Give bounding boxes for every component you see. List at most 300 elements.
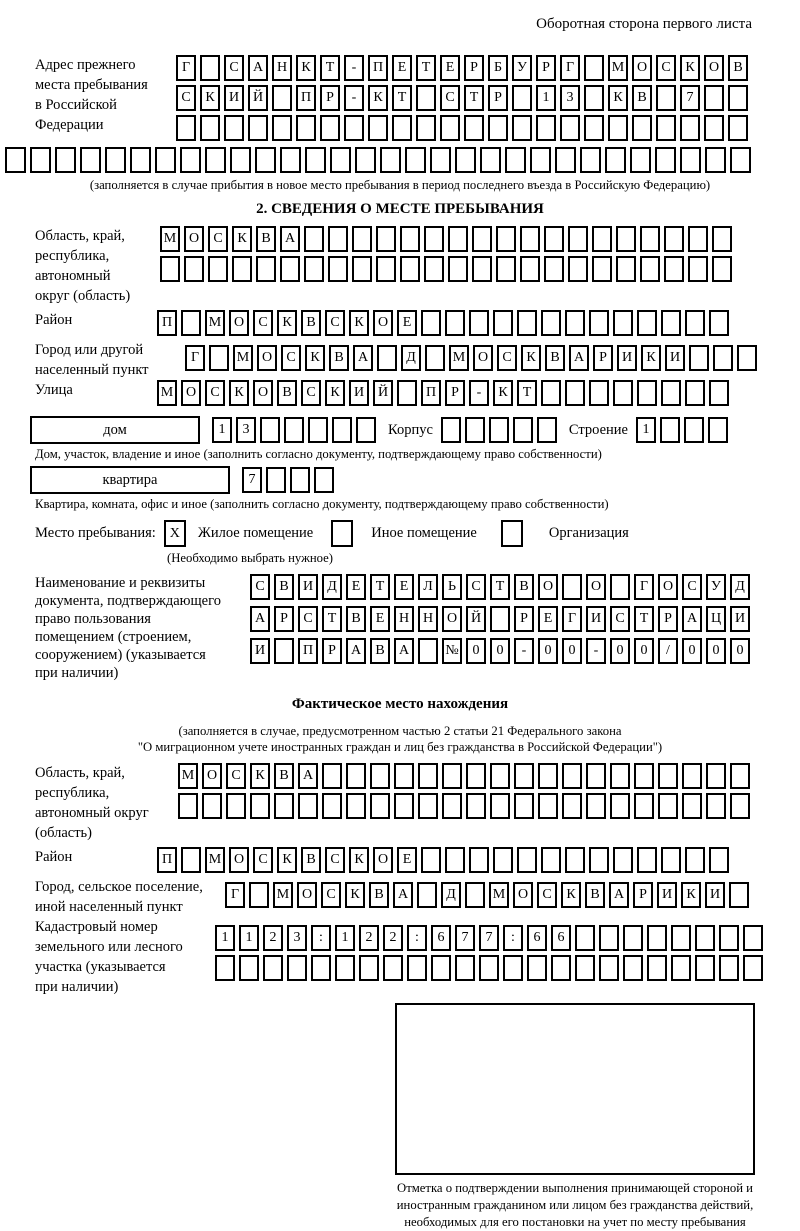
char-box: В [632, 85, 652, 111]
char-box [584, 115, 604, 141]
char-box [490, 793, 510, 819]
char-box [684, 417, 704, 443]
char-box [503, 955, 523, 981]
char-box [743, 925, 763, 951]
char-box [160, 256, 180, 282]
char-box [589, 380, 609, 406]
char-box [416, 115, 436, 141]
char-box: О [184, 226, 204, 252]
stay-type-caption: (Необходимо выбрать нужное) [167, 551, 333, 565]
char-box [695, 925, 715, 951]
char-box: Г [634, 574, 654, 600]
char-box [322, 793, 342, 819]
char-box [489, 417, 509, 443]
residential-checkbox: X [164, 520, 186, 547]
char-box [551, 955, 571, 981]
char-box: 1 [636, 417, 656, 443]
char-box [465, 882, 485, 908]
char-box [637, 847, 657, 873]
char-box: Т [416, 55, 436, 81]
char-box [155, 147, 176, 173]
char-box [431, 955, 451, 981]
char-box [320, 115, 340, 141]
char-box [689, 345, 709, 371]
char-box [359, 955, 379, 981]
char-box: А [569, 345, 589, 371]
char-box [537, 417, 557, 443]
char-box: 3 [236, 417, 256, 443]
char-box [493, 847, 513, 873]
char-box [730, 793, 750, 819]
char-box: Т [392, 85, 412, 111]
char-box [305, 147, 326, 173]
char-box [647, 955, 667, 981]
document-row-3 [250, 638, 754, 664]
char-box [634, 763, 654, 789]
prev-address-label: Адрес прежнего места пребывания в Российской Федерации [35, 57, 148, 133]
cadastre-row-2 [215, 955, 767, 981]
char-box: 7 [455, 925, 475, 951]
char-box [418, 793, 438, 819]
char-box [424, 256, 444, 282]
char-box: Е [397, 310, 417, 336]
char-box: К [681, 882, 701, 908]
char-box: Л [418, 574, 438, 600]
char-box: К [608, 85, 628, 111]
actual-city-block [0, 877, 800, 917]
char-box [685, 310, 705, 336]
char-box [661, 847, 681, 873]
char-box [496, 256, 516, 282]
char-box: С [440, 85, 460, 111]
char-box [610, 793, 630, 819]
char-box [200, 55, 220, 81]
char-box: И [224, 85, 244, 111]
char-box [514, 763, 534, 789]
street-boxes [157, 380, 733, 406]
actual-region-row-1 [178, 763, 754, 789]
document-block [0, 574, 800, 682]
char-box [442, 793, 462, 819]
char-box: У [512, 55, 532, 81]
char-box [455, 147, 476, 173]
char-box: О [373, 310, 393, 336]
char-box: О [257, 345, 277, 371]
char-box: 1 [212, 417, 232, 443]
char-box [640, 256, 660, 282]
char-box [469, 310, 489, 336]
char-box: К [200, 85, 220, 111]
char-box [580, 147, 601, 173]
char-box [610, 574, 630, 600]
char-box [565, 310, 585, 336]
char-box: М [205, 847, 225, 873]
char-box [575, 955, 595, 981]
actual-location-title: Фактическое место нахождения [291, 696, 509, 712]
char-box: 3 [287, 925, 307, 951]
char-box: В [256, 226, 276, 252]
char-box: О [373, 847, 393, 873]
char-box [290, 467, 310, 493]
char-box: М [157, 380, 177, 406]
char-box: О [181, 380, 201, 406]
char-box: 7 [242, 467, 262, 493]
char-box: 6 [431, 925, 451, 951]
char-box [664, 256, 684, 282]
char-box [658, 793, 678, 819]
char-box [239, 955, 259, 981]
char-box: Г [562, 606, 582, 632]
stroenie-label: Строение [568, 421, 628, 438]
char-box: О [229, 310, 249, 336]
char-box: Й [373, 380, 393, 406]
street-label: Улица [35, 382, 73, 398]
char-box [655, 147, 676, 173]
char-box: 0 [610, 638, 630, 664]
char-box: 3 [560, 85, 580, 111]
char-box: А [346, 638, 366, 664]
char-box [671, 925, 691, 951]
char-box: 0 [706, 638, 726, 664]
char-box [517, 847, 537, 873]
char-box: М [178, 763, 198, 789]
char-box: С [205, 380, 225, 406]
char-box: В [585, 882, 605, 908]
char-box [328, 256, 348, 282]
char-box: Г [176, 55, 196, 81]
char-box: К [641, 345, 661, 371]
apartment-caption: Квартира, комната, офис и иное (заполнить согласно документу, подтверждающему право собственности) [35, 497, 609, 511]
char-box: 7 [479, 925, 499, 951]
char-box [355, 147, 376, 173]
char-box [704, 85, 724, 111]
char-box [394, 763, 414, 789]
char-box [209, 345, 229, 371]
apartment-row [0, 466, 800, 494]
char-box: Е [346, 574, 366, 600]
actual-district-boxes [157, 847, 733, 873]
char-box: Ц [706, 606, 726, 632]
document-row-1 [250, 574, 754, 600]
char-box [311, 955, 331, 981]
char-box: К [349, 847, 369, 873]
char-box [493, 310, 513, 336]
char-box: 6 [527, 925, 547, 951]
char-box [514, 793, 534, 819]
char-box: С [281, 345, 301, 371]
char-box [496, 226, 516, 252]
char-box [344, 115, 364, 141]
char-box [658, 763, 678, 789]
char-box: Е [397, 847, 417, 873]
char-box [249, 882, 269, 908]
char-box [215, 955, 235, 981]
char-box [708, 417, 728, 443]
char-box [613, 847, 633, 873]
char-box: Г [560, 55, 580, 81]
char-box [623, 925, 643, 951]
actual-district-label: Район [35, 849, 73, 865]
char-box: В [329, 345, 349, 371]
char-box [713, 345, 733, 371]
char-box: С [224, 55, 244, 81]
char-box: М [160, 226, 180, 252]
organization-label: Организация [548, 525, 629, 541]
char-box [512, 85, 532, 111]
prev-address-row-1 [176, 55, 752, 81]
char-box: М [449, 345, 469, 371]
char-box: А [609, 882, 629, 908]
house-number-boxes [212, 417, 380, 443]
char-box [656, 115, 676, 141]
residential-label: Жилое помещение [197, 525, 314, 541]
char-box: Д [730, 574, 750, 600]
char-box: / [658, 638, 678, 664]
char-box: О [586, 574, 606, 600]
char-box [709, 380, 729, 406]
char-box: П [296, 85, 316, 111]
char-box [425, 345, 445, 371]
char-box: № [442, 638, 462, 664]
char-box: : [311, 925, 331, 951]
char-box [589, 847, 609, 873]
char-box: 2 [263, 925, 283, 951]
char-box: Д [401, 345, 421, 371]
char-box [280, 147, 301, 173]
char-box: П [157, 310, 177, 336]
char-box [376, 256, 396, 282]
char-box [421, 310, 441, 336]
char-box: В [274, 763, 294, 789]
char-box [730, 147, 751, 173]
char-box [392, 115, 412, 141]
char-box [682, 763, 702, 789]
char-box: 0 [682, 638, 702, 664]
char-box [298, 793, 318, 819]
house-type-box: дом [30, 416, 200, 444]
char-box: И [349, 380, 369, 406]
city-block [0, 340, 800, 380]
char-box: Т [370, 574, 390, 600]
char-box: И [730, 606, 750, 632]
char-box [632, 115, 652, 141]
char-box [586, 793, 606, 819]
region-row-2 [160, 256, 736, 282]
char-box: Г [185, 345, 205, 371]
district-block [0, 310, 800, 340]
char-box: О [538, 574, 558, 600]
char-box: К [229, 380, 249, 406]
char-box [284, 417, 304, 443]
char-box [356, 417, 376, 443]
char-box [728, 85, 748, 111]
char-box: 0 [730, 638, 750, 664]
char-box [274, 638, 294, 664]
char-box: П [421, 380, 441, 406]
char-box [256, 256, 276, 282]
char-box [647, 925, 667, 951]
actual-region-row-2 [178, 793, 754, 819]
char-box [695, 955, 715, 981]
actual-city-boxes [225, 882, 753, 908]
char-box: 0 [634, 638, 654, 664]
house-caption: Дом, участок, владение и иное (заполнить согласно документу, подтверждающему право собственности) [35, 447, 602, 461]
char-box [308, 417, 328, 443]
char-box [479, 955, 499, 981]
char-box [266, 467, 286, 493]
char-box: Т [322, 606, 342, 632]
char-box [445, 847, 465, 873]
char-box: В [301, 310, 321, 336]
char-box: Е [370, 606, 390, 632]
char-box [560, 115, 580, 141]
char-box [430, 147, 451, 173]
char-box: К [250, 763, 270, 789]
char-box: И [298, 574, 318, 600]
region-block [0, 226, 800, 306]
char-box: К [277, 847, 297, 873]
char-box [230, 147, 251, 173]
char-box: С [610, 606, 630, 632]
other-premises-label: Иное помещение [371, 525, 477, 541]
char-box: - [344, 85, 364, 111]
char-box [441, 417, 461, 443]
char-box: 0 [490, 638, 510, 664]
char-box: С [176, 85, 196, 111]
char-box [562, 763, 582, 789]
char-box [226, 793, 246, 819]
char-box [176, 115, 196, 141]
char-box [634, 793, 654, 819]
char-box [730, 763, 750, 789]
other-premises-checkbox [331, 520, 353, 547]
char-box [304, 226, 324, 252]
char-box [418, 638, 438, 664]
char-box [640, 226, 660, 252]
char-box: А [280, 226, 300, 252]
char-box: Т [517, 380, 537, 406]
char-box [232, 256, 252, 282]
char-box: : [407, 925, 427, 951]
char-box [421, 847, 441, 873]
char-box: М [233, 345, 253, 371]
char-box [418, 763, 438, 789]
region-row-1 [160, 226, 736, 252]
char-box [346, 793, 366, 819]
char-box [565, 847, 585, 873]
char-box [224, 115, 244, 141]
char-box: М [273, 882, 293, 908]
char-box: В [545, 345, 565, 371]
char-box [706, 763, 726, 789]
char-box [472, 256, 492, 282]
char-box [248, 115, 268, 141]
char-box: П [368, 55, 388, 81]
char-box [538, 793, 558, 819]
char-box: О [297, 882, 317, 908]
city-label: Город или другой населенный пункт [35, 342, 149, 378]
char-box: К [277, 310, 297, 336]
char-box [592, 256, 612, 282]
char-box [180, 147, 201, 173]
char-box [490, 763, 510, 789]
char-box [712, 226, 732, 252]
char-box [661, 380, 681, 406]
char-box: К [305, 345, 325, 371]
char-box: Й [466, 606, 486, 632]
char-box: Б [488, 55, 508, 81]
char-box: М [205, 310, 225, 336]
cadastre-label: Кадастровый номер земельного или лесного участка (указывается при наличии) [35, 919, 183, 995]
char-box [664, 226, 684, 252]
char-box: Й [248, 85, 268, 111]
char-box: В [301, 847, 321, 873]
char-box: В [346, 606, 366, 632]
char-box: С [226, 763, 246, 789]
char-box: Ь [442, 574, 462, 600]
char-box: Р [322, 638, 342, 664]
district-boxes [157, 310, 733, 336]
char-box: Р [445, 380, 465, 406]
char-box [562, 574, 582, 600]
actual-region-label: Область, край, республика, автономный округ (область) [35, 765, 149, 841]
char-box: Т [464, 85, 484, 111]
char-box [181, 310, 201, 336]
char-box [397, 380, 417, 406]
char-box [637, 380, 657, 406]
char-box [442, 763, 462, 789]
char-box: 2 [359, 925, 379, 951]
char-box [584, 85, 604, 111]
char-box [613, 380, 633, 406]
stay-type-row [0, 520, 800, 547]
char-box: С [321, 882, 341, 908]
korpus-boxes [441, 417, 561, 443]
char-box [448, 226, 468, 252]
char-box: И [586, 606, 606, 632]
char-box: А [248, 55, 268, 81]
char-box: В [370, 638, 390, 664]
char-box [466, 793, 486, 819]
char-box [328, 226, 348, 252]
char-box [599, 955, 619, 981]
char-box: - [344, 55, 364, 81]
char-box: М [489, 882, 509, 908]
char-box: А [394, 638, 414, 664]
char-box: 1 [215, 925, 235, 951]
organization-checkbox [501, 520, 523, 547]
char-box [405, 147, 426, 173]
char-box: С [656, 55, 676, 81]
char-box: С [250, 574, 270, 600]
char-box [709, 310, 729, 336]
char-box [448, 256, 468, 282]
char-box: К [349, 310, 369, 336]
char-box [568, 256, 588, 282]
char-box [178, 793, 198, 819]
char-box [488, 115, 508, 141]
char-box [513, 417, 533, 443]
char-box: Т [320, 55, 340, 81]
stroenie-boxes [636, 417, 732, 443]
char-box: Р [593, 345, 613, 371]
char-box [737, 345, 757, 371]
char-box [605, 147, 626, 173]
char-box [541, 847, 561, 873]
char-box [709, 847, 729, 873]
char-box: - [514, 638, 534, 664]
char-box [304, 256, 324, 282]
